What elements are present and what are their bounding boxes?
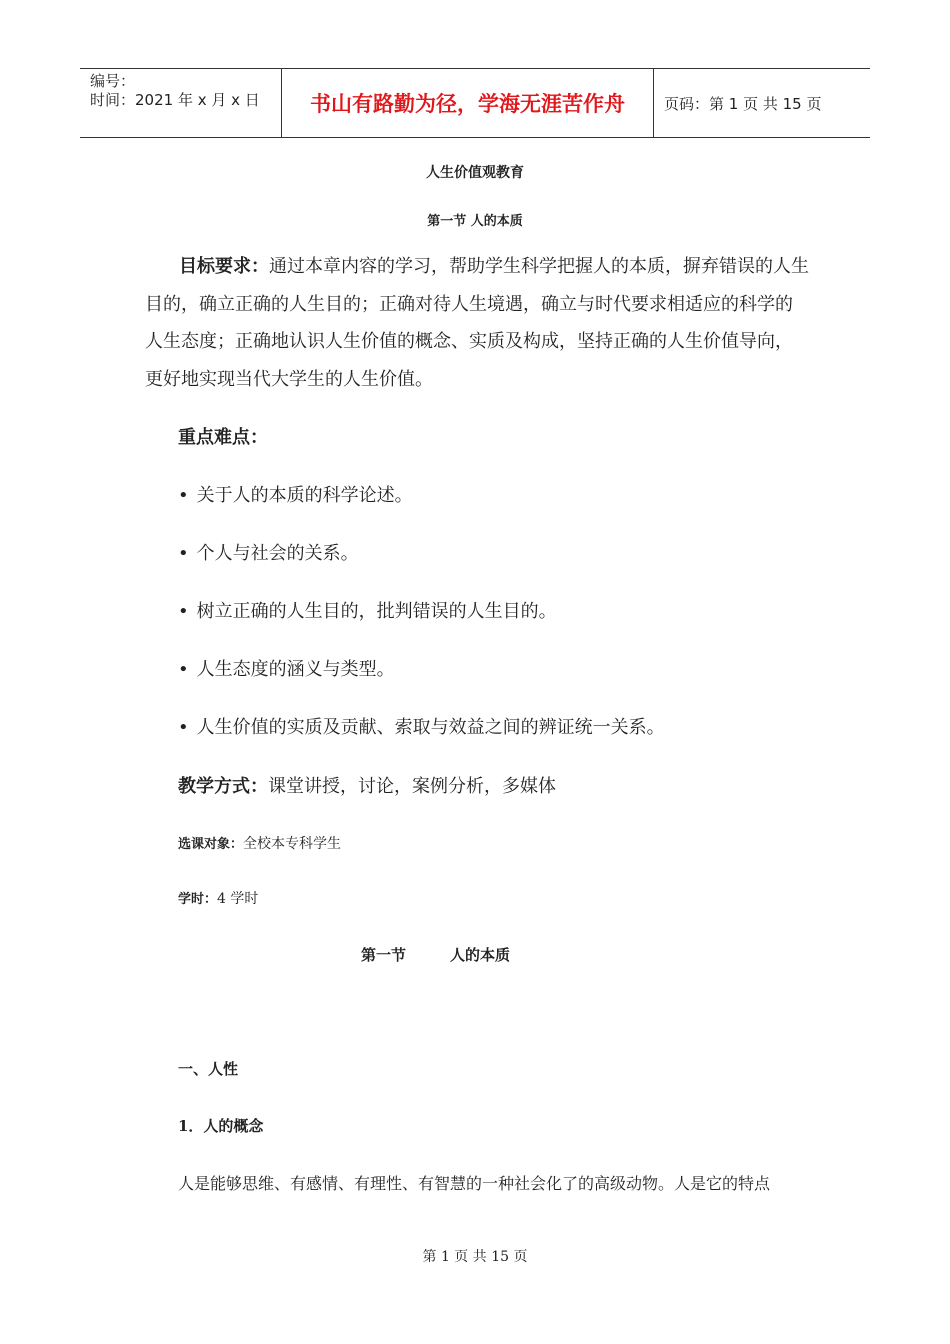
audience: 选课对象：全校本专科学生 xyxy=(178,836,342,852)
heading-level1: 一、人性 xyxy=(178,1060,239,1078)
list-item: • 人生价值的实质及贡献、索取与效益之间的辨证统一关系。 xyxy=(178,717,665,738)
list-item: • 树立正确的人生目的，批判错误的人生目的。 xyxy=(178,601,557,622)
motto: 书山有路勤为径，学海无涯苦作舟 xyxy=(282,69,654,137)
list-item: • 人生态度的涵义与类型。 xyxy=(178,659,395,680)
heading-level2: 1．人的概念 xyxy=(178,1117,264,1135)
list-item: • 关于人的本质的科学论述。 xyxy=(178,485,413,506)
body-text: 人是能够思维、有感情、有理性、有智慧的一种社会化了的高级动物。人是它的特点 xyxy=(178,1174,771,1193)
key-points-label: 重点难点： xyxy=(178,427,268,448)
page-footer: 第 1 页 共 15 页 xyxy=(422,1249,528,1265)
bullet: • xyxy=(178,543,189,564)
bullet: • xyxy=(178,601,189,622)
number-label: 编号： xyxy=(90,72,136,90)
header-table xyxy=(80,68,870,138)
page-info: 页码：第 1 页 共 15 页 xyxy=(664,94,822,113)
bullet: • xyxy=(178,717,189,738)
time-label: 时间：2021 年 x 月 x 日 xyxy=(90,91,260,109)
header-left-cell xyxy=(80,69,282,137)
bullet: • xyxy=(178,485,189,506)
teaching-method: 教学方式：课堂讲授，讨论，案例分析，多媒体 xyxy=(178,776,556,797)
list-item: • 个人与社会的关系。 xyxy=(178,543,359,564)
bullet: • xyxy=(178,659,189,680)
hours: 学时：4 学时 xyxy=(178,891,259,907)
goal-paragraph xyxy=(145,248,810,398)
goal-label: 目标要求： xyxy=(179,256,269,277)
goal-text: 通过本章内容的学习，帮助学生科学把握人的本质，摒弃错误的人生目的，确立正确的人生目的；正确对待人生境遇，确立与时代要求相适应的科学的人生态度；正确地认识人生价值的概念、实质及构成，坚持正确的人生价值导向，更好地实现当代大学生的人生价值。 xyxy=(145,256,809,390)
section-subtitle: 第一节 人的本质 xyxy=(427,214,523,229)
section-heading: 第一节 人的本质 xyxy=(361,946,511,964)
document-title: 人生价值观教育 xyxy=(426,165,524,181)
